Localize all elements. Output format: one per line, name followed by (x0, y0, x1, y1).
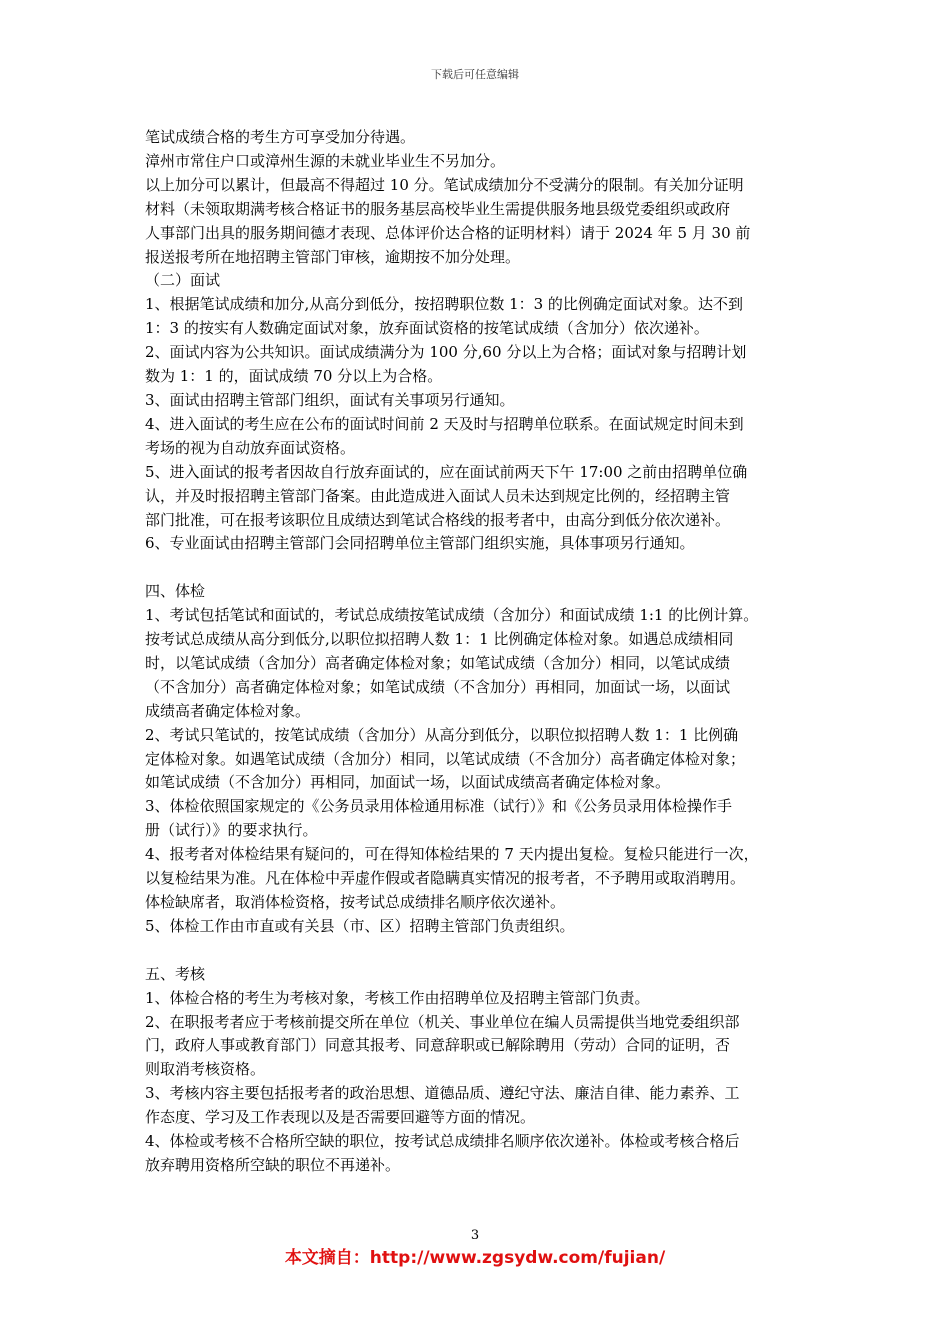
text-line: 部门批准，可在报考该职位且成绩达到笔试合格线的报考者中，由高分到低分依次递补。 (145, 510, 731, 529)
section-heading-assessment: 五、考核 (145, 964, 206, 983)
blank-line (145, 556, 815, 580)
text-line: 5、体检工作由市直或有关县（市、区）招聘主管部门负责组织。 (145, 916, 575, 935)
text-line: 4、进入面试的考生应在公布的面试时间前 2 天及时与招聘单位联系。在面试规定时间未到 (145, 414, 744, 433)
section-heading-medical-exam: 四、体检 (145, 582, 206, 601)
text-line: 认，并及时报招聘主管部门备案。由此造成进入面试人员未达到规定比例的，经招聘主管 (145, 486, 731, 505)
source-link[interactable]: 本文摘自：http://www.zgsydw.com/fujian/ (284, 1248, 666, 1268)
text-line: 以上加分可以累计，但最高不得超过 10 分。笔试成绩加分不受满分的限制。有关加分证明 (145, 175, 744, 194)
text-line: 漳州市常住户口或漳州生源的未就业毕业生不另加分。 (145, 151, 506, 170)
text-line: 4、体检或考核不合格所空缺的职位，按考试总成绩排名顺序依次递补。体检或考核合格后 (145, 1132, 740, 1151)
text-line: 笔试成绩合格的考生方可享受加分待遇。 (145, 128, 416, 146)
text-line: 人事部门出具的服务期间德才表现、总体评价达合格的证明材料）请于 2024 年 5 月 30 前 (145, 223, 751, 242)
text-line: 2、在职报考者应于考核前提交所在单位（机关、事业单位在编人员需提供当地党委组织部 (145, 1012, 740, 1031)
text-line: 放弃聘用资格所空缺的职位不再递补。 (145, 1155, 401, 1174)
section-heading-interview: （二）面试 (145, 271, 221, 290)
text-line: 材料（未领取期满考核合格证书的服务基层高校毕业生需提供服务地县级党委组织或政府 (145, 199, 731, 218)
text-line: 时，以笔试成绩（含加分）高者确定体检对象；如笔试成绩（含加分）相同，以笔试成绩 (145, 653, 731, 672)
text-line: 定体检对象。如遇笔试成绩（含加分）相同，以笔试成绩（不含加分）高者确定体检对象； (145, 749, 746, 768)
text-line: 成绩高者确定体检对象。 (145, 701, 311, 720)
text-line: 门，政府人事或教育部门）同意其报考、同意辞职或已解除聘用（劳动）合同的证明，否 (145, 1036, 731, 1055)
text-line: 则取消考核资格。 (145, 1060, 266, 1079)
text-line: 以复检结果为准。凡在体检中弄虚作假或者隐瞒真实情况的报考者，不予聘用或取消聘用。 (145, 869, 746, 888)
text-line: 1、体检合格的考生为考核对象，考核工作由招聘单位及招聘主管部门负责。 (145, 988, 650, 1007)
document-body (145, 126, 815, 1178)
text-line: 1、根据笔试成绩和加分,从高分到低分，按招聘职位数 1：3 的比例确定面试对象。达不到 (145, 295, 743, 314)
text-line: 6、专业面试由招聘主管部门会同招聘单位主管部门组织实施，具体事项另行通知。 (145, 534, 695, 553)
text-line: 数为 1：1 的，面试成绩 70 分以上为合格。 (145, 367, 443, 386)
text-line: 2、面试内容为公共知识。面试成绩满分为 100 分,60 分以上为合格；面试对象与招聘计划 (145, 343, 747, 362)
text-line: 2、考试只笔试的，按笔试成绩（含加分）从高分到低分，以职位拟招聘人数 1：1 比例确 (145, 725, 739, 744)
blank-line (145, 939, 815, 963)
text-line: 3、体检依照国家规定的《公务员录用体检通用标准（试行）》和《公务员录用体检操作手 (145, 797, 733, 816)
text-line: 4、报考者对体检结果有疑问的，可在得知体检结果的 7 天内提出复检。复检只能进行一次， (145, 845, 759, 864)
text-line: （不含加分）高者确定体检对象；如笔试成绩（不含加分）再相同，加面试一场，以面试 (145, 677, 731, 696)
text-line: 1、考试包括笔试和面试的，考试总成绩按笔试成绩（含加分）和面试成绩 1:1 的比例计算。 (145, 606, 759, 625)
text-line: 册（试行）》的要求执行。 (145, 821, 318, 840)
text-line: 按考试总成绩从高分到低分,以职位拟招聘人数 1：1 比例确定体检对象。如遇总成绩相同 (145, 630, 734, 649)
text-line: 体检缺席者，取消体检资格，按考试总成绩排名顺序依次递补。 (145, 892, 566, 911)
text-line: 1：3 的按实有人数确定面试对象，放弃面试资格的按笔试成绩（含加分）依次递补。 (145, 319, 709, 338)
text-line: 作态度、学习及工作表现以及是否需要回避等方面的情况。 (145, 1108, 536, 1127)
page-header: 下载后可任意编辑 (431, 68, 519, 81)
text-line: 3、考核内容主要包括报考者的政治思想、道德品质、遵纪守法、廉洁自律、能力素养、工 (145, 1084, 740, 1103)
text-line: 如笔试成绩（不含加分）再相同，加面试一场，以面试成绩高者确定体检对象。 (145, 773, 671, 792)
text-line: 考场的视为自动放弃面试资格。 (145, 438, 356, 457)
text-line: 报送报考所在地招聘主管部门审核，逾期按不加分处理。 (145, 247, 521, 266)
page-number: 3 (470, 1228, 480, 1243)
text-line: 5、进入面试的报考者因故自行放弃面试的，应在面试前两天下午 17:00 之前由招聘单位确 (145, 462, 748, 481)
text-line: 3、面试由招聘主管部门组织，面试有关事项另行通知。 (145, 390, 515, 409)
